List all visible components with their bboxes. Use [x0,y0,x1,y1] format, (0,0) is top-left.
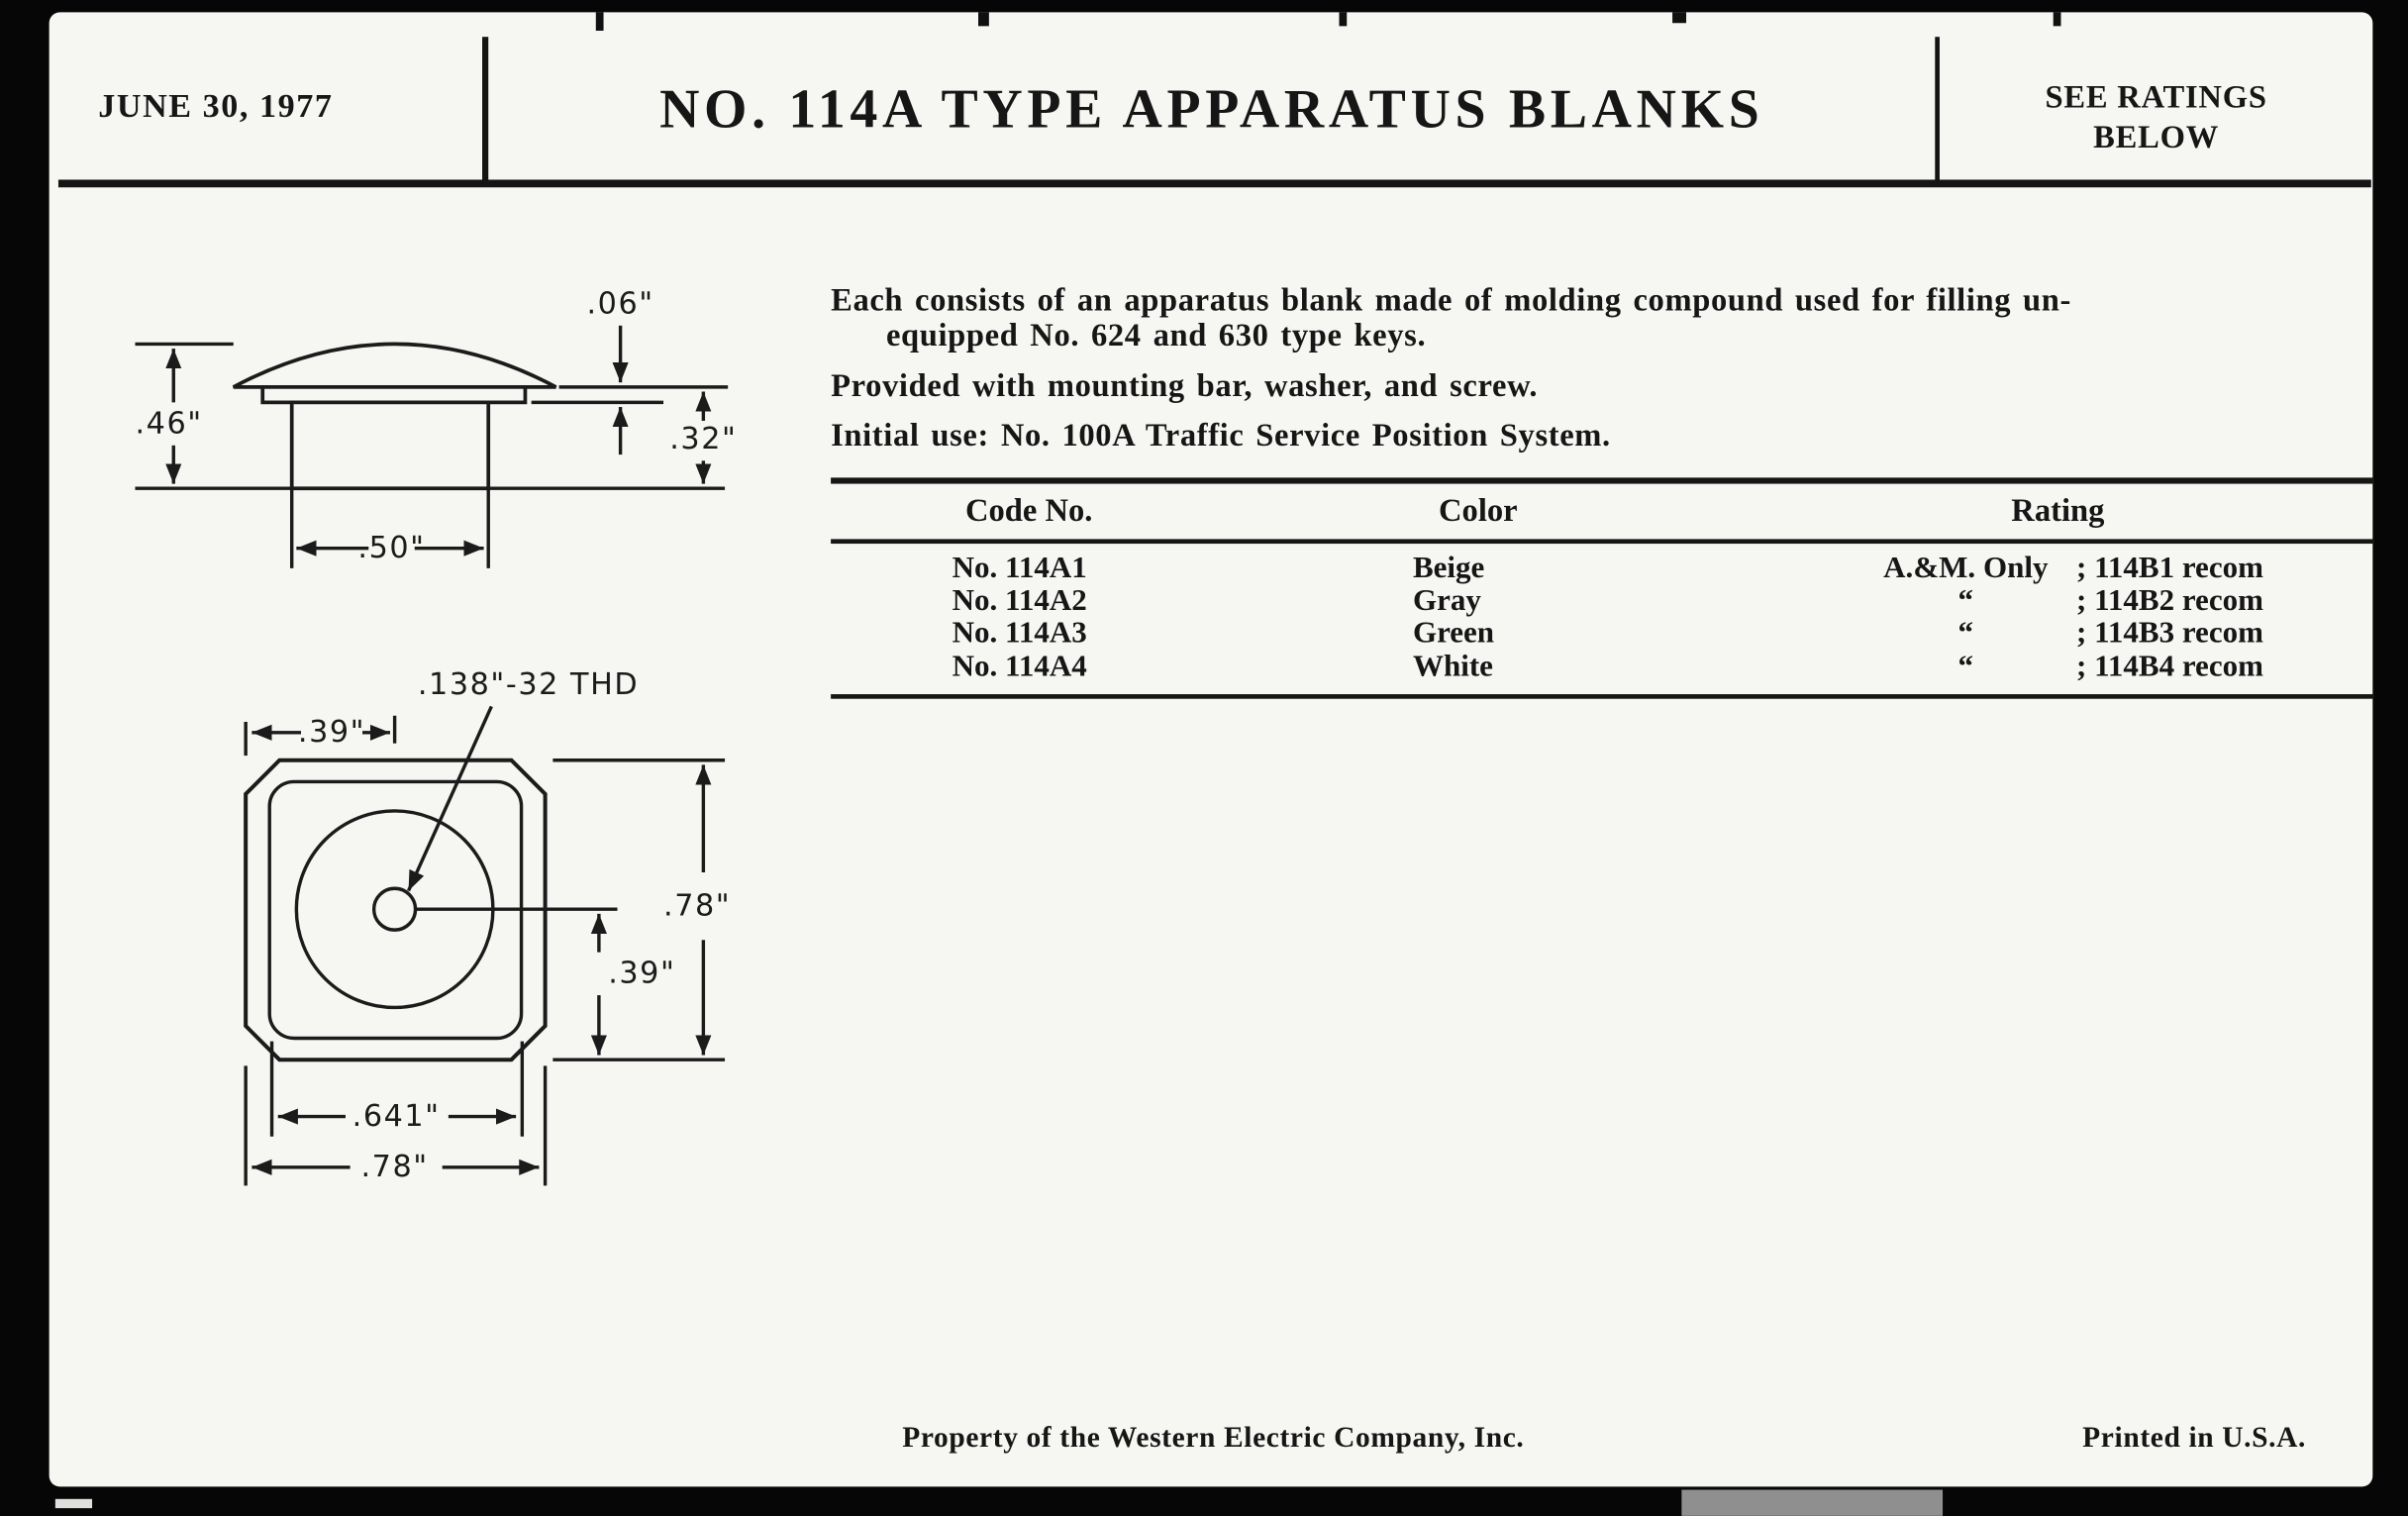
cell-code: No. 114A1 [952,551,1087,585]
dim-label-body-height: .32" [669,421,738,456]
cell-color: Gray [1412,583,1481,618]
header-rule [58,179,2371,187]
page-title: NO. 114A TYPE APPARATUS BLANKS [659,78,1764,141]
header-divider-left [482,37,488,181]
dim-label-cap-lip: .06" [586,286,654,322]
scan-artifact [2054,12,2061,26]
ratings-note [1954,77,2358,157]
thread-callout-label: .138"-32 THD [417,667,640,703]
dim-label-inner-width: .641" [351,1098,441,1134]
cell-rating-right: ; 114B1 recom [2075,551,2263,585]
footer-printed-notice: Printed in U.S.A. [2082,1422,2307,1455]
footer-property-notice: Property of the Western Electric Company, Inc. [902,1422,1525,1455]
cell-rating-right: ; 114B2 recom [2075,583,2263,618]
cell-code: No. 114A2 [952,583,1087,618]
cell-code: No. 114A4 [952,650,1087,684]
table-header-rating: Rating [2011,491,2105,529]
cell-rating-ditto: “ [1957,583,1974,618]
scan-artifact [55,1499,92,1508]
dim-label-body-width: .50" [357,531,426,566]
ratings-note-line2: BELOW [2093,118,2220,155]
table-row [831,583,2374,616]
table-header-color: Color [1439,491,1518,529]
cell-rating-left: A.&M. Only [1883,551,2049,585]
description-line: Initial use: No. 100A Traffic Service Position System. [831,416,1611,454]
cell-rating-ditto: “ [1957,615,1974,651]
table-rule-top [831,477,2374,483]
table-row [831,616,2374,649]
cell-color: Beige [1412,551,1485,585]
scan-artifact [978,12,989,26]
cell-color: Green [1412,615,1495,651]
dim-label-overall-width: .78" [360,1150,429,1185]
cell-color: White [1412,650,1493,684]
header-divider-right [1935,37,1940,181]
scan-artifact [1339,12,1347,26]
ratings-note-line1: SEE RATINGS [2045,78,2267,116]
description-line: Provided with mounting bar, washer, and screw. [831,366,1539,404]
table-rule-header [831,539,2374,544]
cell-rating-right: ; 114B4 recom [2075,650,2263,684]
dim-label-center-from-left: .39" [297,715,366,751]
table-row [831,552,2374,584]
scan-artifact [1672,12,1686,23]
table-rule-bottom [831,694,2374,699]
table-header-code: Code No. [964,491,1093,529]
dim-label-center-from-bottom: .39" [608,956,676,991]
description-line: Each consists of an apparatus blank made of molding compound used for filling un- [831,280,2071,319]
cell-code: No. 114A3 [952,615,1087,651]
document-date: JUNE 30, 1977 [98,85,334,125]
description-line: equipped No. 624 and 630 type keys. [885,316,1427,354]
scan-artifact [596,12,604,31]
table-row [831,650,2374,682]
dim-label-overall-height: .46" [135,406,203,442]
document-page [50,12,2373,1486]
scan-artifact [1681,1489,1943,1515]
cell-rating-ditto: “ [1957,650,1974,684]
dim-label-overall-height: .78" [663,888,732,924]
cell-rating-right: ; 114B3 recom [2075,615,2263,651]
